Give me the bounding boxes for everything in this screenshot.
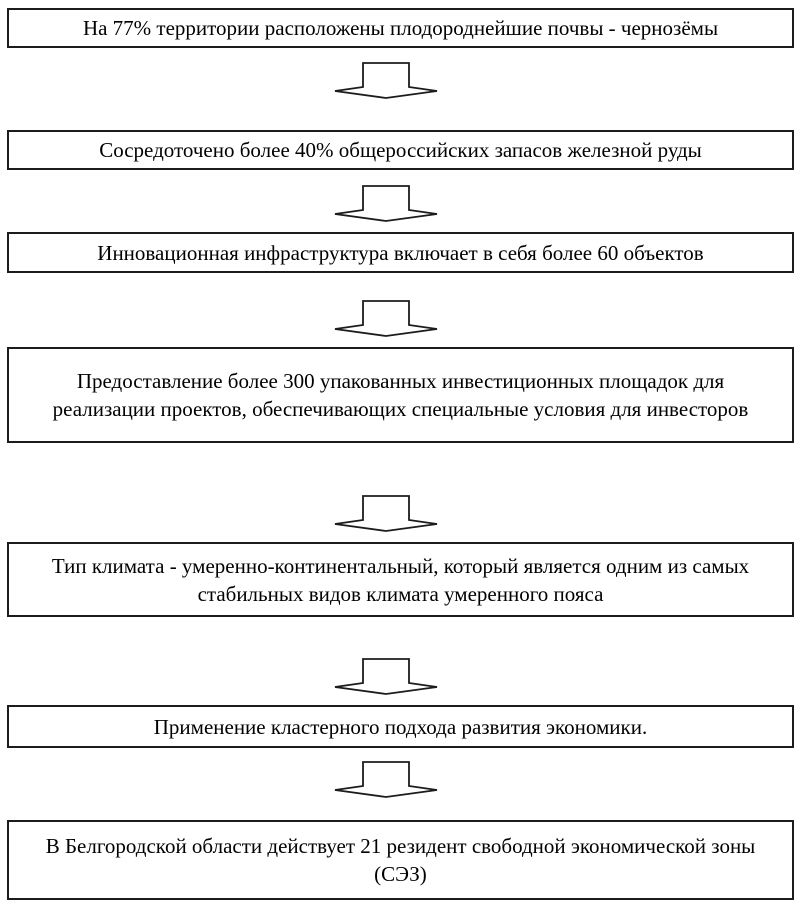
- flow-step-text: Предоставление более 300 упакованных инвестиционных площадок для реализации проектов, обеспечивающих специальные условия для инвесторов: [52, 369, 749, 421]
- flow-step-text: Инновационная инфраструктура включает в себя более 60 объектов: [97, 240, 704, 265]
- down-arrow-icon: [333, 300, 439, 337]
- flow-step-invest-sites: [7, 347, 794, 443]
- flow-step-text: В Белгородской области действует 21 резидент свободной экономической зоны (СЭЗ): [45, 834, 756, 886]
- down-arrow-icon: [333, 185, 439, 222]
- flow-step-cluster: [7, 705, 794, 748]
- down-arrow-icon: [333, 495, 439, 532]
- flow-step-text: Тип климата - умеренно-континентальный, который является одним из самых стабильных видов климата умеренного пояса: [51, 553, 750, 606]
- down-arrow-icon: [333, 761, 439, 798]
- flow-step-text: На 77% территории расположены плодороднейшие почвы - чернозёмы: [82, 16, 719, 40]
- flow-step-soils: [7, 8, 794, 48]
- flow-step-innovation: [7, 232, 794, 273]
- flow-step-climate: [7, 542, 794, 617]
- down-arrow-icon: [333, 658, 439, 695]
- flow-step-iron-ore: [7, 130, 794, 170]
- flow-step-sez: [7, 820, 794, 900]
- flow-step-text: Применение кластерного подхода развития экономики.: [153, 714, 648, 739]
- flow-step-text: Сосредоточено более 40% общероссийских запасов железной руды: [99, 138, 702, 162]
- down-arrow-icon: [333, 62, 439, 99]
